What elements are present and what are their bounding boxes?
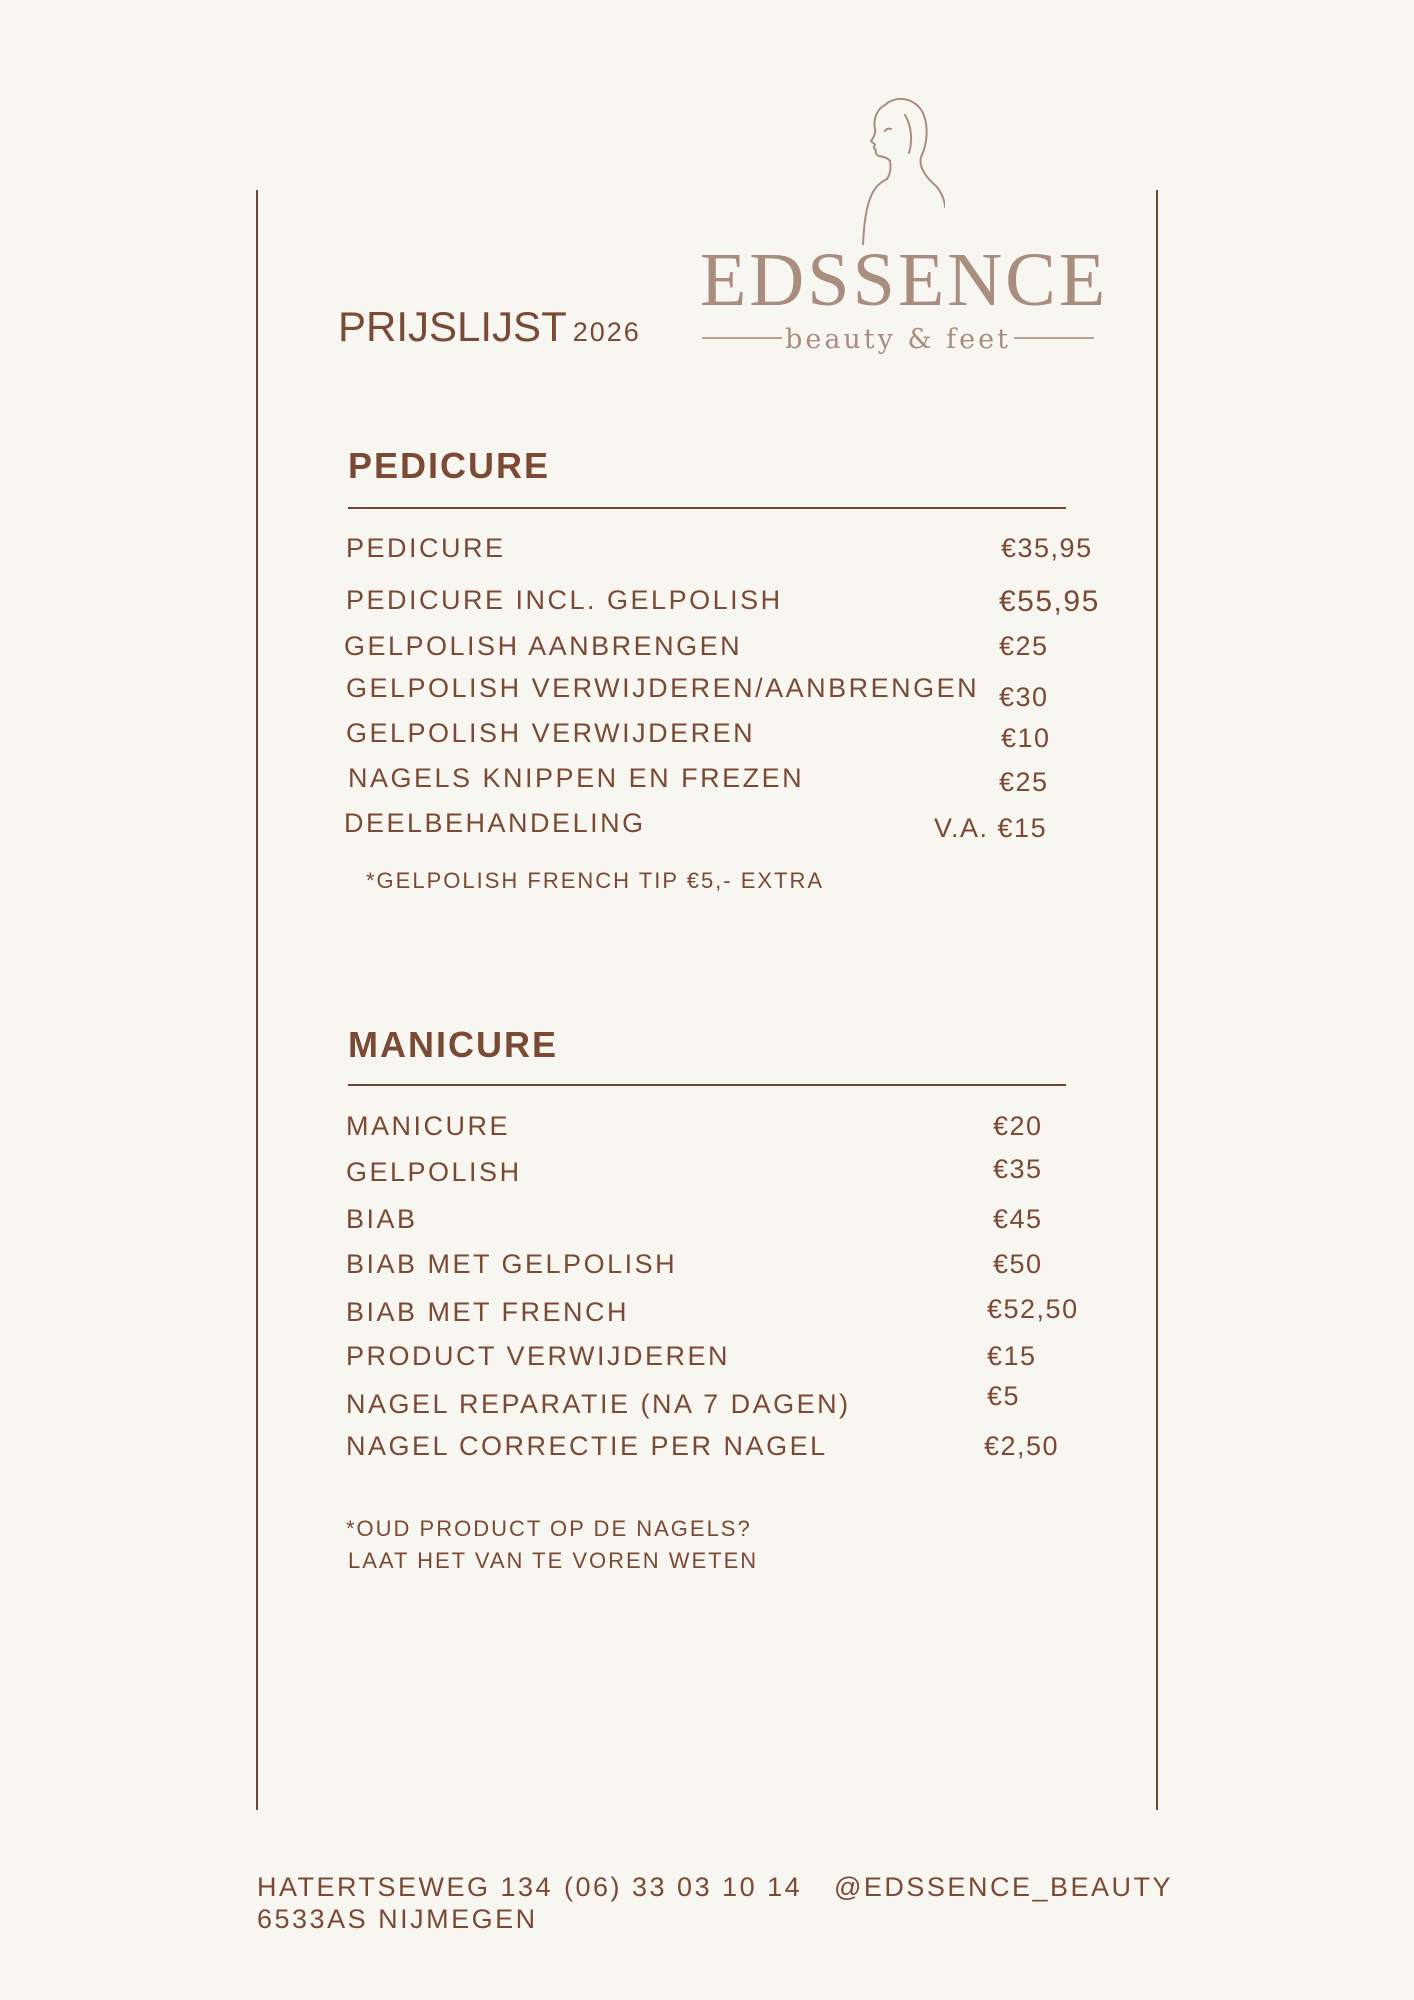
price-row — [0, 720, 1414, 760]
manicure-footnote-line1: *OUD PRODUCT OP DE NAGELS? — [346, 1516, 752, 1541]
item-price: €30 — [999, 682, 1049, 712]
item-name: MANICURE — [346, 1111, 511, 1141]
item-name: NAGEL CORRECTIE PER NAGEL — [346, 1431, 828, 1461]
item-name: BIAB MET FRENCH — [346, 1297, 630, 1327]
price-row — [0, 1433, 1414, 1473]
item-price: €5 — [987, 1381, 1021, 1411]
item-price: €15 — [987, 1341, 1037, 1371]
price-row — [0, 765, 1414, 805]
brand-name: EDSSENCE — [700, 238, 1109, 322]
right-border-line — [1156, 190, 1158, 1810]
title-main: PRIJSLIJST — [338, 303, 567, 350]
manicure-footnote-line2: LAAT HET VAN TE VOREN WETEN — [348, 1548, 759, 1573]
price-row — [0, 535, 1414, 575]
footer-address-line2: 6533AS NIJMEGEN — [257, 1904, 538, 1934]
left-border-line — [256, 190, 258, 1810]
manicure-rule — [348, 1084, 1066, 1086]
brand-logo — [700, 90, 1109, 360]
item-name: GELPOLISH VERWIJDEREN — [346, 718, 756, 748]
item-name: NAGEL REPARATIE (NA 7 DAGEN) — [346, 1389, 851, 1419]
price-row — [0, 1154, 1414, 1199]
item-price: €50 — [993, 1249, 1043, 1279]
price-row — [0, 1343, 1414, 1383]
item-price: V.A. €15 — [934, 813, 1048, 843]
item-price: €10 — [1001, 723, 1051, 753]
item-price: €25 — [999, 631, 1049, 661]
price-row — [0, 1251, 1414, 1291]
manicure-heading: MANICURE — [348, 1024, 558, 1065]
pedicure-rule — [348, 507, 1066, 509]
brand-tagline: beauty & feet — [785, 324, 1011, 355]
item-name: PEDICURE — [346, 533, 506, 563]
price-row — [0, 810, 1414, 850]
price-row — [0, 675, 1414, 715]
item-name: GELPOLISH VERWIJDEREN/AANBRENGEN — [346, 673, 980, 703]
item-name: PEDICURE INCL. GELPOLISH — [346, 585, 783, 615]
item-name: GELPOLISH AANBRENGEN — [344, 631, 743, 661]
item-name: GELPOLISH — [346, 1157, 522, 1187]
item-name: DEELBEHANDELING — [344, 808, 646, 838]
price-row — [0, 633, 1414, 673]
woman-profile-line-art-icon — [845, 95, 945, 245]
pedicure-footnote: *GELPOLISH FRENCH TIP €5,- EXTRA — [366, 868, 825, 893]
footer-instagram: @EDSSENCE_BEAUTY — [834, 1872, 1173, 1902]
item-price: €55,95 — [999, 585, 1100, 618]
price-row — [0, 587, 1414, 627]
item-price: €35,95 — [1001, 533, 1093, 563]
item-name: BIAB — [346, 1204, 418, 1234]
tagline-rule-right — [1014, 337, 1094, 339]
item-name: NAGELS KNIPPEN EN FREZEN — [348, 763, 805, 793]
price-row — [0, 1206, 1414, 1246]
item-price: €2,50 — [984, 1431, 1060, 1461]
price-row — [0, 1381, 1414, 1431]
price-row — [0, 1294, 1414, 1339]
item-price: €52,50 — [987, 1294, 1079, 1324]
item-price: €25 — [999, 767, 1049, 797]
item-name: PRODUCT VERWIJDEREN — [346, 1341, 731, 1371]
pedicure-heading: PEDICURE — [348, 445, 551, 486]
title-year: 2026 — [572, 317, 641, 347]
footer-phone: (06) 33 03 10 14 — [564, 1872, 803, 1902]
item-price: €35 — [993, 1154, 1043, 1184]
footer-address-line1: HATERTSEWEG 134 — [257, 1872, 554, 1902]
page-title — [338, 303, 641, 350]
item-price: €20 — [993, 1111, 1043, 1141]
item-price: €45 — [993, 1204, 1043, 1234]
item-name: BIAB MET GELPOLISH — [346, 1249, 678, 1279]
price-row — [0, 1113, 1414, 1153]
